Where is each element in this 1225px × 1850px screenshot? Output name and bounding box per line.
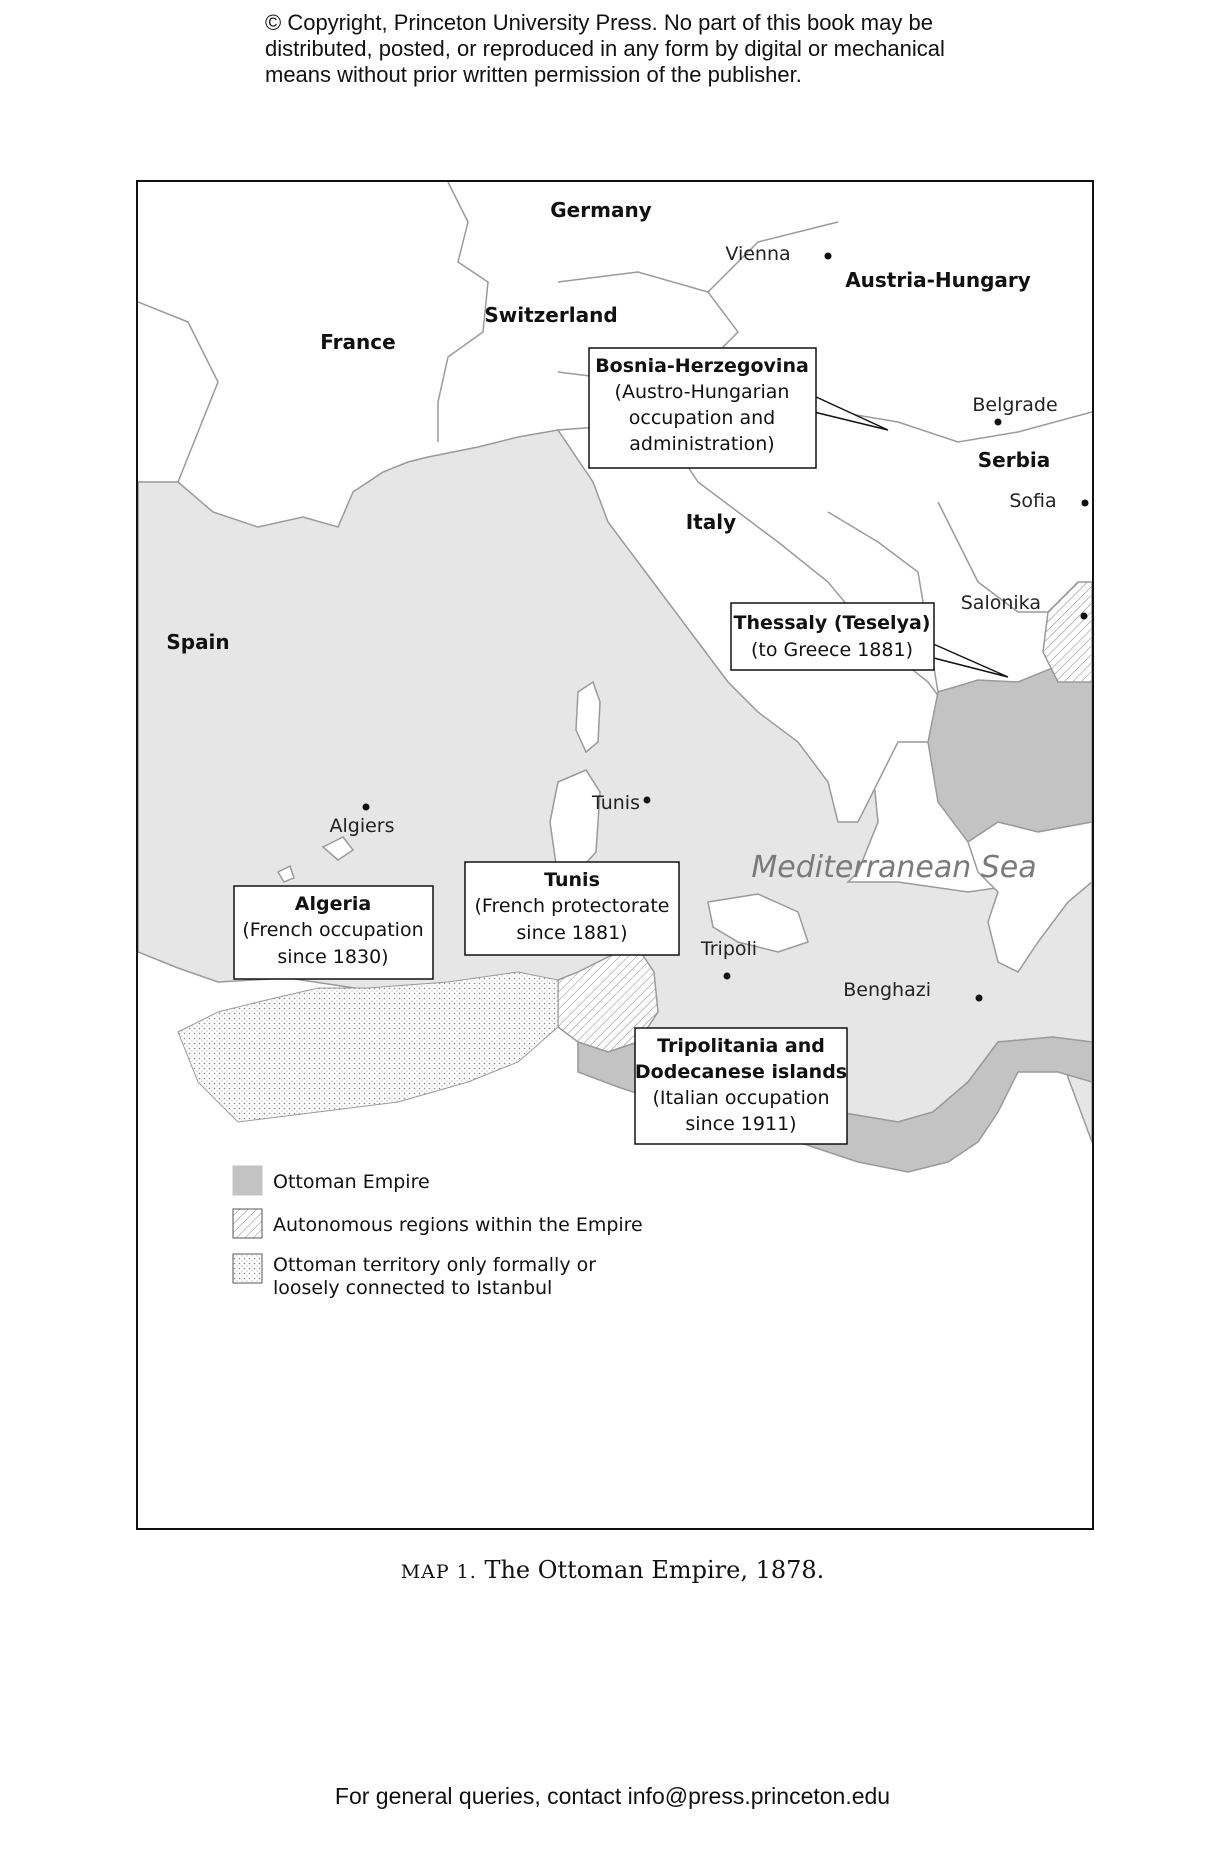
city-dot-algiers [363, 804, 370, 811]
label-italy: Italy [685, 510, 737, 534]
copyright-notice [265, 10, 1025, 88]
callout-tripolitania [635, 1028, 847, 1144]
bosnia-title: Bosnia-Herzegovina [595, 355, 809, 377]
algeria-title: Algeria [294, 893, 372, 915]
callout-tunis [465, 862, 679, 955]
label-tunis: Tunis [592, 792, 640, 814]
tripolitania-line-2: since 1911) [685, 1113, 797, 1135]
label-tripoli: Tripoli [700, 938, 758, 960]
callout-algeria [234, 886, 433, 979]
city-dot-benghazi [976, 995, 983, 1002]
city-dot-salonika [1081, 613, 1088, 620]
legend-label-autonomous: Autonomous regions within the Empire [273, 1214, 643, 1236]
label-mediterranean-sea: Mediterranean Sea [751, 850, 1037, 885]
label-serbia: Serbia [977, 448, 1051, 472]
legend-label-loose-2: loosely connected to Istanbul [273, 1277, 553, 1299]
city-dot-tunis [644, 797, 651, 804]
tripolitania-title-1: Tripolitania and [657, 1035, 825, 1057]
label-salonika: Salonika [960, 592, 1041, 614]
copyright-line-3: means without prior written permission of the publisher. [265, 62, 802, 87]
thessaly-title: Thessaly (Teselya) [733, 612, 931, 634]
city-dot-tripoli [724, 973, 731, 980]
map-caption [0, 1556, 1225, 1584]
thessaly-line-1: (to Greece 1881) [751, 639, 913, 661]
caption-prefix: MAP 1. [400, 1561, 477, 1583]
city-dot-sofia [1082, 500, 1089, 507]
legend-label-loose-1: Ottoman territory only formally or [273, 1254, 597, 1276]
label-algiers: Algiers [329, 815, 395, 837]
tunis-line-1: (French protectorate [474, 895, 670, 917]
copyright-line-1: © Copyright, Princeton University Press. No part of this book may be [265, 10, 933, 35]
sardinia-island [550, 770, 600, 872]
label-france: France [320, 330, 396, 354]
map-frame [136, 180, 1094, 1530]
label-belgrade: Belgrade [972, 394, 1058, 416]
label-switzerland: Switzerland [484, 303, 618, 327]
legend-swatch-loose [233, 1254, 262, 1283]
legend-label-ottoman: Ottoman Empire [273, 1171, 430, 1193]
bosnia-line-1: (Austro-Hungarian [614, 381, 790, 403]
copyright-line-2: distributed, posted, or reproduced in any form by digital or mechanical [265, 36, 945, 61]
city-dot-belgrade [995, 419, 1002, 426]
tripolitania-title-2: Dodecanese islands [634, 1061, 848, 1083]
legend-swatch-ottoman [233, 1166, 262, 1195]
city-dot-vienna [825, 253, 832, 260]
label-germany: Germany [550, 198, 652, 222]
tunis-line-2: since 1881) [516, 922, 628, 944]
label-spain: Spain [166, 630, 230, 654]
caption-text: The Ottoman Empire, 1878. [484, 1556, 825, 1584]
legend-swatch-autonomous [233, 1209, 262, 1238]
algeria-line-1: (French occupation [242, 919, 424, 941]
label-vienna: Vienna [725, 243, 791, 265]
bosnia-line-3: administration) [629, 433, 775, 455]
label-benghazi: Benghazi [843, 979, 931, 1001]
label-sofia: Sofia [1009, 490, 1057, 512]
tripolitania-line-1: (Italian occupation [652, 1087, 830, 1109]
footer-contact: For general queries, contact info@press.princeton.edu [334, 1783, 891, 1809]
label-austria-hungary: Austria-Hungary [845, 268, 1031, 292]
tunis-title: Tunis [544, 869, 600, 891]
map-svg [138, 182, 1092, 1528]
algeria-line-2: since 1830) [277, 946, 389, 968]
bosnia-line-2: occupation and [628, 407, 776, 429]
